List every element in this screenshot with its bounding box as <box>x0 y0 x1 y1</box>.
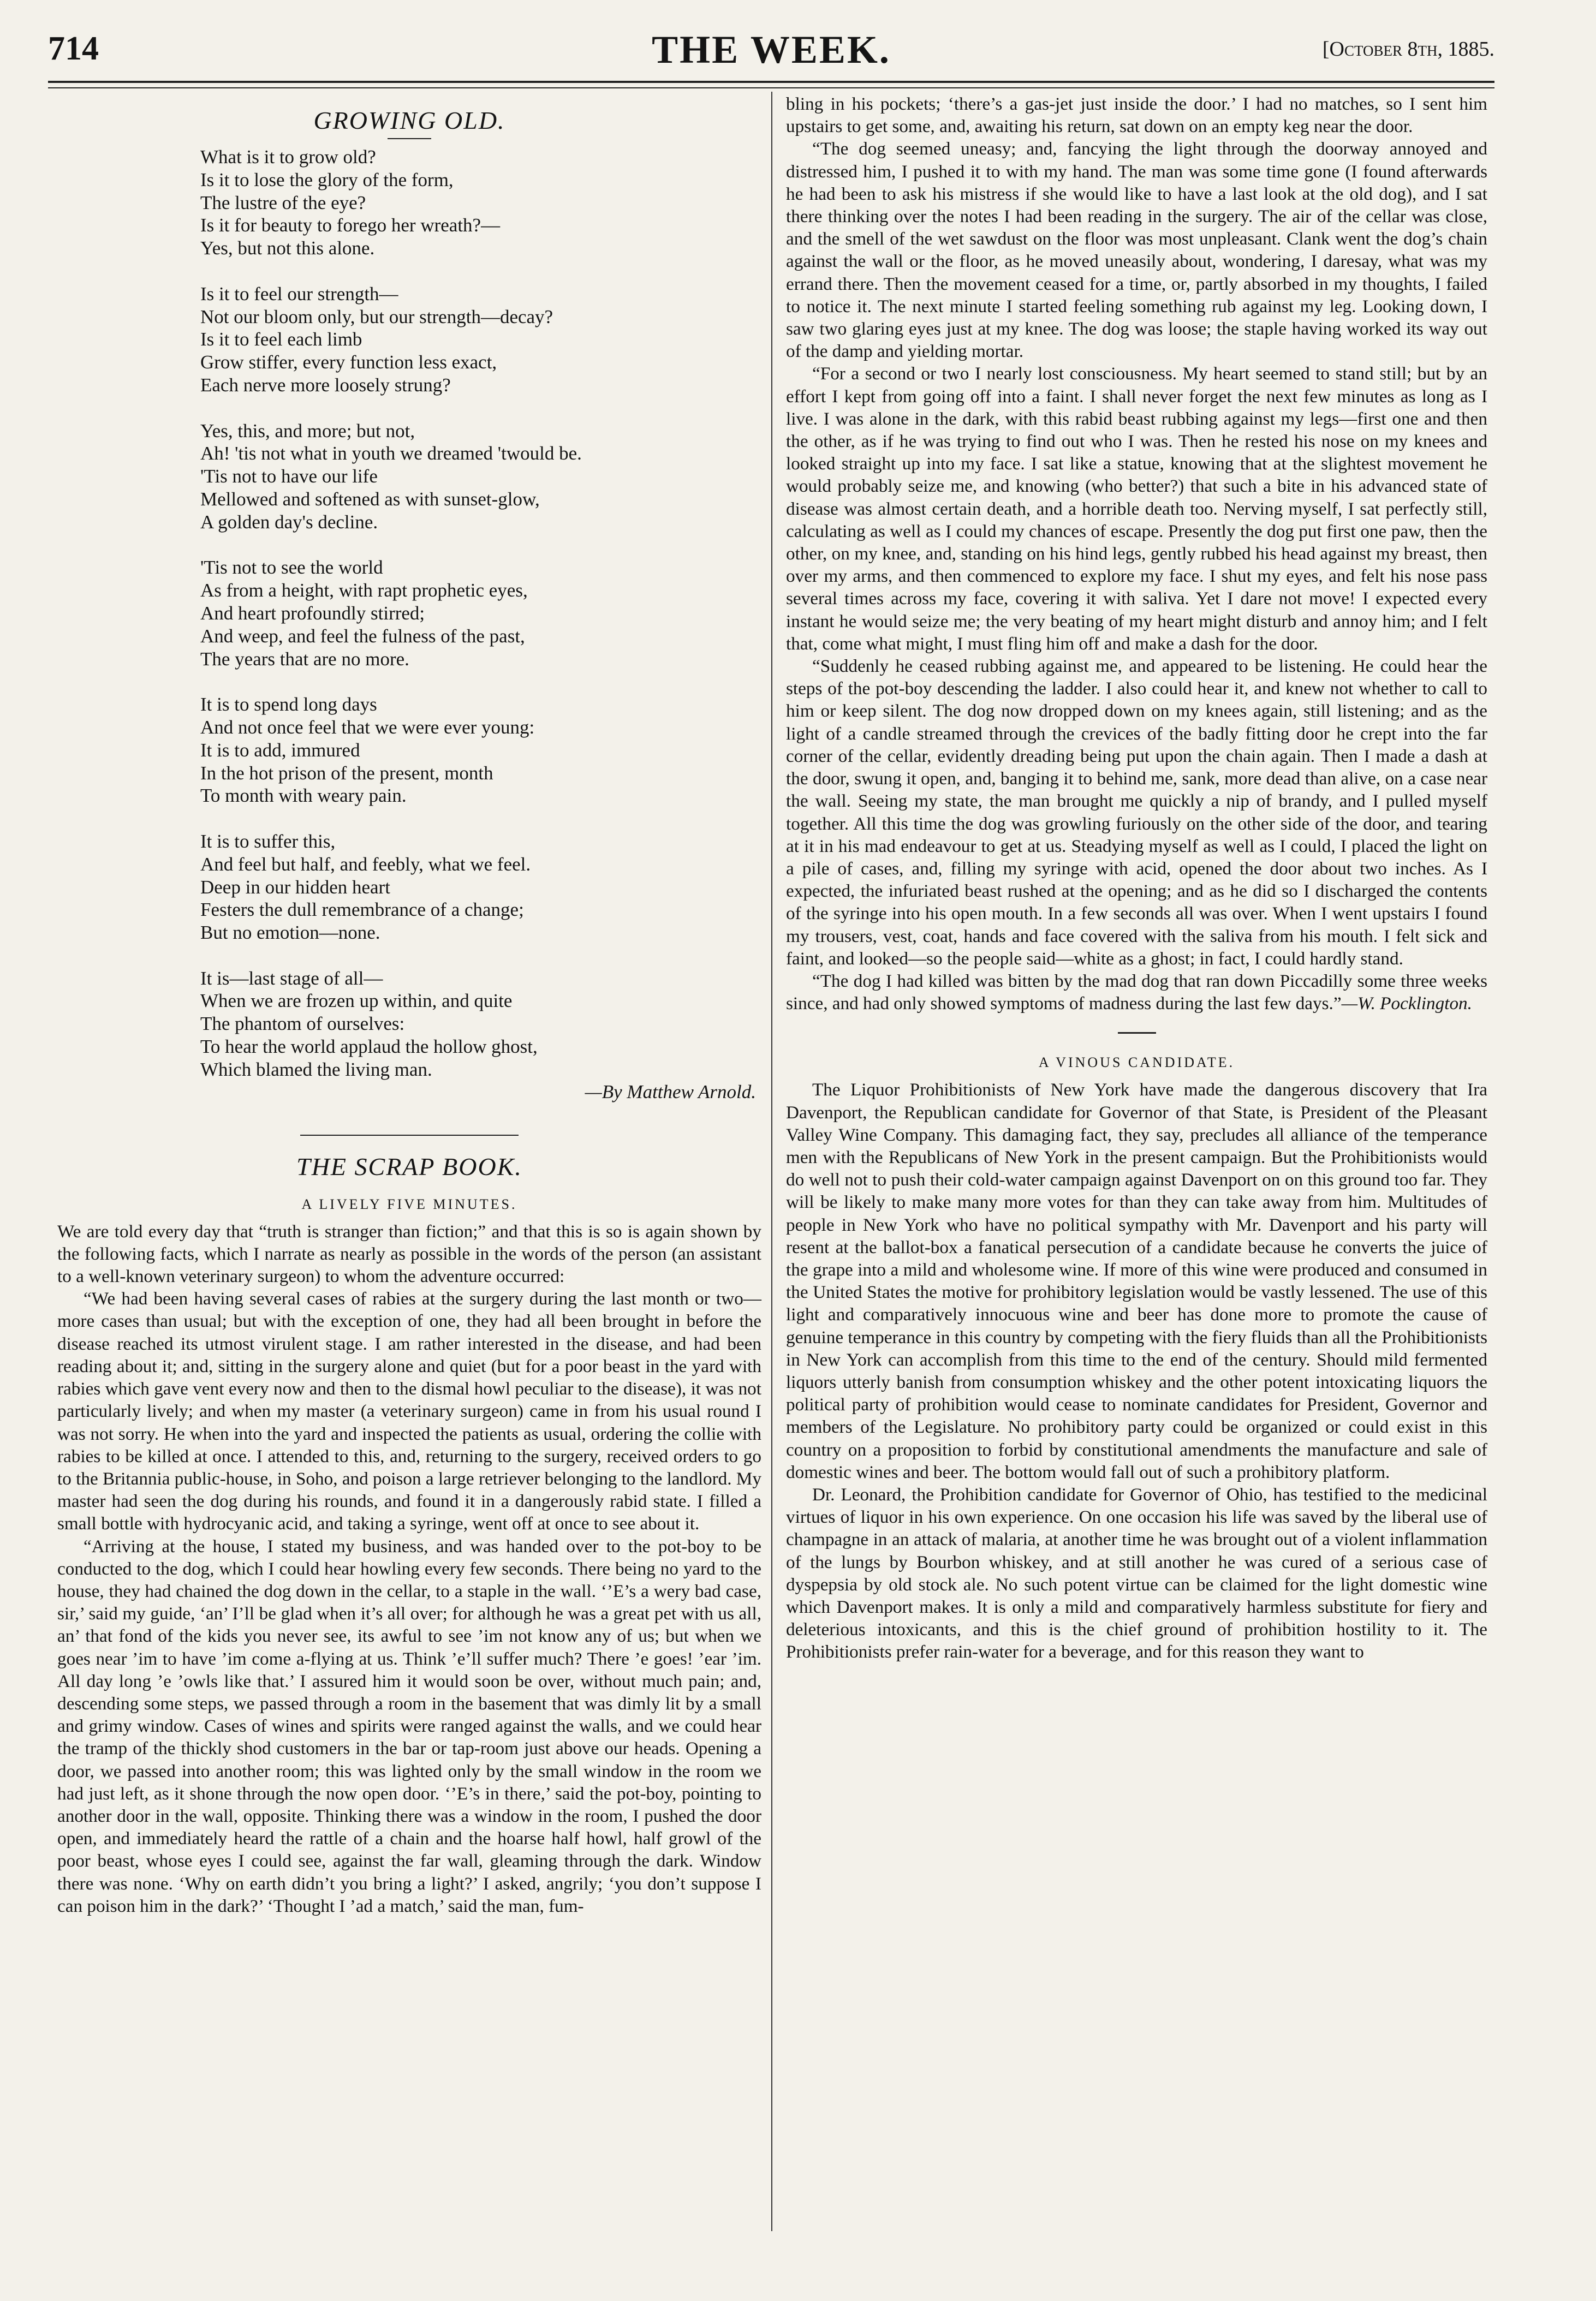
poem-line: Each nerve more loosely strung? <box>200 374 451 396</box>
poem-line: Is it for beauty to forego her wreath?— <box>200 214 501 236</box>
poem-line: But no emotion—none. <box>200 922 380 944</box>
poem-line: 'Tis not to see the world <box>200 557 383 579</box>
issue-date: [October 8th, 1885. <box>1322 38 1494 61</box>
poem-line: To month with weary pain. <box>200 785 407 807</box>
poem-stanza <box>200 830 761 944</box>
right-column <box>786 93 1487 1664</box>
poem-line: And feel but half, and feebly, what we feel. <box>200 853 531 875</box>
article-separator-rule <box>1118 1032 1156 1034</box>
page-header <box>48 20 1494 80</box>
poem-line: Mellowed and softened as with sunset-glow, <box>200 488 540 510</box>
article-paragraph: “The dog seemed uneasy; and, fancying the light through the doorway annoyed and distressed him, I pushed it to with my hand. The man was some time gone (I found afterwards he had been to ask his mistress if she would like to have a last look at the old dog), and I sat there thinking over the notes I had been reading in the surgery. The air of the cellar was close, and the smell of the wet sawdust on the floor was most unpleasant. Clank went the dog’s chain against the wall or the floor, as he moved uneasily about, wondering, I daresay, what was my errand there. Then the movement ceased for a time, or, partly absorbed in my thoughts, I failed to notice it. The next minute I started feeling something rub against my leg. Looking down, I saw two glaring eyes just at my knee. The dog was loose; the staple having worked its way out of the damp and yielding mortar. <box>786 139 1487 362</box>
article-paragraph: Dr. Leonard, the Prohibition candidate for Governor of Ohio, has testified to the medicinal virtues of liquor in his own experience. On one occasion his life was saved by the liberal use of champagne in an attack of malaria, at another time he was brought out of a violent inflammation of the lungs by Bourbon whiskey, and at still another he was cured of a serious case of dyspepsia by old stock ale. No such potent virtue can be claimed for the light domestic wine which Davenport makes. It is only a mild and comparatively harmless substitute for fiery and deleterious intoxicants, and this is the chief ground of prohibition hostility to it. The Prohibitionists prefer rain-water for a beverage, and for this reason they want to <box>786 1484 1487 1662</box>
poem-line: When we are frozen up within, and quite <box>200 990 513 1012</box>
poem-title: GROWING OLD. <box>313 106 505 134</box>
poem-line: It is to spend long days <box>200 694 377 716</box>
poem-line: Yes, this, and more; but not, <box>200 420 415 442</box>
poem-line: Is it to feel each limb <box>200 329 362 350</box>
poem-line: A golden day's decline. <box>200 511 378 533</box>
poem-line: In the hot prison of the present, month <box>200 762 493 784</box>
poem-line: As from a height, with rapt prophetic eyes, <box>200 580 528 601</box>
header-rule-bottom <box>48 87 1494 88</box>
poem-stanza <box>200 556 761 670</box>
page-number: 714 <box>48 30 99 67</box>
poem-line: It is to suffer this, <box>200 830 336 852</box>
article-paragraph: “For a second or two I nearly lost consciousness. My heart seemed to stand still; but by an effort I kept from going off into a faint. I shall never forget the next few minutes as long as I live. I was alone in the dark, with this rabid beast rubbing against my legs—first one and then the other, as if he was trying to find out who I was. Then he rested his nose on my knees and looked straight up into my face. I sat like a statue, knowing that at the slightest movement he would probably seize me, and knowing (who better?) that such a bite in his advanced state of disease was almost certain death, and a horrible death too. Nerving myself, I sat perfectly still, calculating as well as I could my chances of escape. Presently the dog put first one paw, then the other, on my knee, and, standing on his hind legs, gently rubbed his head against my breast, then over my arms, and then commenced to explore my face. I shut my eyes, and felt his nose pass several times across my face, covering it with saliva. Yet I dare not move! I expected every instant he would seize me; the very beating of my heart might disturb and annoy him; and I felt that, come what might, I must fling him off and make a dash for the door. <box>786 363 1487 654</box>
poem-line: The years that are no more. <box>200 648 409 670</box>
poem-line: Not our bloom only, but our strength—decay? <box>200 306 553 327</box>
poem-line: The phantom of ourselves: <box>200 1013 405 1035</box>
article-paragraph: “Suddenly he ceased rubbing against me, and appeared to be listening. He could hear the steps of the pot-boy descending the ladder. I also could hear it, and knew not whether to call to him or keep silent. The dog now dropped down on my knees again, still listening; and as the light of a candle streamed through the crevices of the badly fitting door he crept into the far corner of the cellar, evidently dreading being put upon the chain again. Then I made a dash at the door, swung it open, and, banging it to behind me, sank, more dead than alive, on a case near the wall. Seeing my state, the man brought me quickly a nip of brandy, and I pulled myself together. All this time the dog was growling furiously on the other side of the door, and tearing at it in his mad endeavour to get at us. Steadying myself as well as I could, I placed the light on a pile of cases, and, filling my syringe with acid, opened the door about two inches. As I expected, the infuriated beast rushed at the opening; and as he did so I discharged the contents of the syringe into his open mouth. In a few seconds all was over. When I went upstairs I found my trousers, vest, coat, hands and face covered with the saliva from his mouth. I felt sick and faint, and looked—so the people said—white as a ghost; in fact, I could hardly stand. <box>786 656 1487 969</box>
poem-line: It is to add, immured <box>200 739 360 761</box>
poem-stanza <box>200 693 761 807</box>
poem-title-rule <box>388 138 431 139</box>
poem-author: —By Matthew Arnold. <box>585 1081 756 1102</box>
poem-line: The lustre of the eye? <box>200 192 366 213</box>
header-rule-top <box>48 81 1494 83</box>
poem-line: To hear the world applaud the hollow ghost, <box>200 1036 538 1058</box>
poem-line: Festers the dull remembrance of a change; <box>200 899 524 921</box>
masthead: THE WEEK. <box>652 28 891 71</box>
poem-line: It is—last stage of all— <box>200 967 383 989</box>
article-paragraph: The Liquor Prohibitionists of New York have made the dangerous discovery that Ira Davenport, the Republican candidate for Governor of that State, is President of the Pleasant Valley Wine Company. This damaging fact, they say, precludes all alliance of the temperance men with the Republicans of New York in the present campaign. But the Prohibitionists would do well not to push their cold-water campaign against Davenport on on this ground too far. They will be likely to make many more votes for than they can take away from him. Multitudes of people in New York who have no political sympathy with Mr. Davenport and his party will resent at the ballot-box a fanatical persecution of a candidate because he converts the juice of the grape into a mild and wholesome wine. If more of this wine were produced and consumed in the United States the motive for prohibitory legislation would be vastly lessened. The use of this light and comparatively innocuous wine and beer has done more to promote the cause of genuine temperance in this country by competing with the fiery fluids than all the Prohibitionists in New York can accomplish from this time to the end of the century. Should mild fermented liquors utterly banish from consumption whiskey and the other potent intoxicating liquors the political party of prohibition would cease to nominate candidates for President, Governor and members of the Legislature. No prohibitory party could be organized or could exist in this country on a proposition to forbid by constitutional amendments the manufacture and sale of domestic wines and beer. The bottom would fall out of such a prohibitory platform. <box>786 1080 1487 1482</box>
poem-line: Which blamed the living man. <box>200 1058 432 1080</box>
poem-stanza <box>200 420 761 534</box>
article-body-vinous <box>786 1078 1487 1663</box>
poem-stanza <box>200 967 761 1081</box>
poem-line: Is it to feel our strength— <box>200 283 398 305</box>
article-paragraph: “Arriving at the house, I stated my business, and was handed over to the pot-boy to be conducted to the dog, which I could hear howling every few seconds. There being no yard to the house, they had chained the dog down in the cellar, to a staple in the wall. ‘’E’s a wery bad case, sir,’ said my guide, ‘an’ I’ll be glad when it’s all over; for although he was a great pet with us all, an’ that fond of the kids you never see, its awful to see ’im not know any of us; but when we goes near ’im to have ’im come a-flying at us. Think ’e’ll suffer much? There ’e goes! ’ear ’im. All day long ’e ’owls like that.’ I assured him it would soon be over, without much pain; and, descending some steps, we passed through a room in the basement that was dimly lit by a small and grimy window. Cases of wines and spirits were ranged against the walls, and we could hear the tramp of the thickly shod customers in the bar or tap-room just above our heads. Opening a door, we passed into another room; this was lighted only by the small window in the room we had just left, as it shone through the now open door. ‘’E’s in there,’ said the pot-boy, pointing to another door in the wall, opposite. Thinking there was a window in the room, I pushed the door open, and immediately heard the rattle of a chain and the hoarse half howl, half growl of the poor beast, whose eyes I could see, against the far wall, gleaming through the dark. Window there was none. ‘Why on earth didn’t you bring a light?’ I asked, angrily; ‘you don’t suppose I can poison him in the dark?’ ‘Thought I ’ad a match,’ said the man, fum- <box>57 1536 761 1916</box>
article-paragraph <box>786 970 1487 1015</box>
section-rule <box>300 1135 519 1136</box>
poem-body <box>200 146 761 1081</box>
article-paragraph-text: “The dog I had killed was bitten by the mad dog that ran down Piccadilly some three weeks since, and had only showed symptoms of madness during the last few days.” <box>786 970 1487 1014</box>
poem-line: 'Tis not to have our life <box>200 466 378 487</box>
article-title-lively-five-minutes: A LIVELY FIVE MINUTES. <box>301 1196 517 1212</box>
poem-line: And weep, and feel the fulness of the past, <box>200 625 525 647</box>
poem-line: What is it to grow old? <box>200 146 376 168</box>
poem-line: And heart profoundly stirred; <box>200 602 425 624</box>
poem-line: Yes, but not this alone. <box>200 237 375 259</box>
left-column <box>57 93 761 1917</box>
article-body-left <box>57 1220 761 1917</box>
poem-line: And not once feel that we were ever young: <box>200 716 535 738</box>
article-paragraph: We are told every day that “truth is stranger than fiction;” and that this is so is again shown by the following facts, which I narrate as nearly as possible in the words of the person (an assistant to a well-known veterinary surgeon) to whom the adventure occurred: <box>57 1221 761 1287</box>
article-paragraph: “We had been having several cases of rabies at the surgery during the last month or two—more cases than usual; but with the exception of one, they had all been brought in before the disease reached its utmost virulent stage. I am rather interested in the disease, and had been reading about it; and, sitting in the surgery alone and quiet (but for a poor beast in the yard with rabies which gave vent every now and then to the dismal howl peculiar to the disease), it was not particularly lively; and when my master (a veterinary surgeon) came in from his usual round I was not sorry. He when into the yard and inspected the patients as usual, ordering the collie with rabies to be killed at once. I attended to this, and, returning to the surgery, received orders to go to the Britannia public-house, in Soho, and poison a large retriever belonging to the landlord. My master had seen the dog during his rounds, and found it in a dangerously rabid state. I filled a small bottle with hydrocyanic acid, and taking a syringe, went off at once to see about it. <box>57 1289 761 1534</box>
article-title-vinous-candidate: A VINOUS CANDIDATE. <box>1038 1054 1235 1071</box>
poem-stanza <box>200 283 761 397</box>
poem-line: Is it to lose the glory of the form, <box>200 169 454 190</box>
poem-line: Grow stiffer, every function less exact, <box>200 351 497 373</box>
poem-line: Ah! 'tis not what in youth we dreamed 'twould be. <box>200 443 582 464</box>
article-body-right <box>786 93 1487 1015</box>
poem-stanza <box>200 146 761 260</box>
section-title: THE SCRAP BOOK. <box>296 1152 522 1181</box>
article-paragraph: bling in his pockets; ‘there’s a gas-jet just inside the door.’ I had no matches, so I sent him upstairs to get some, and, awaiting his return, sat down on an empty keg near the door. <box>786 94 1487 137</box>
poem-line: Deep in our hidden heart <box>200 876 390 898</box>
article-signoff: —W. Pocklington. <box>1341 993 1472 1014</box>
column-divider <box>771 92 772 2231</box>
